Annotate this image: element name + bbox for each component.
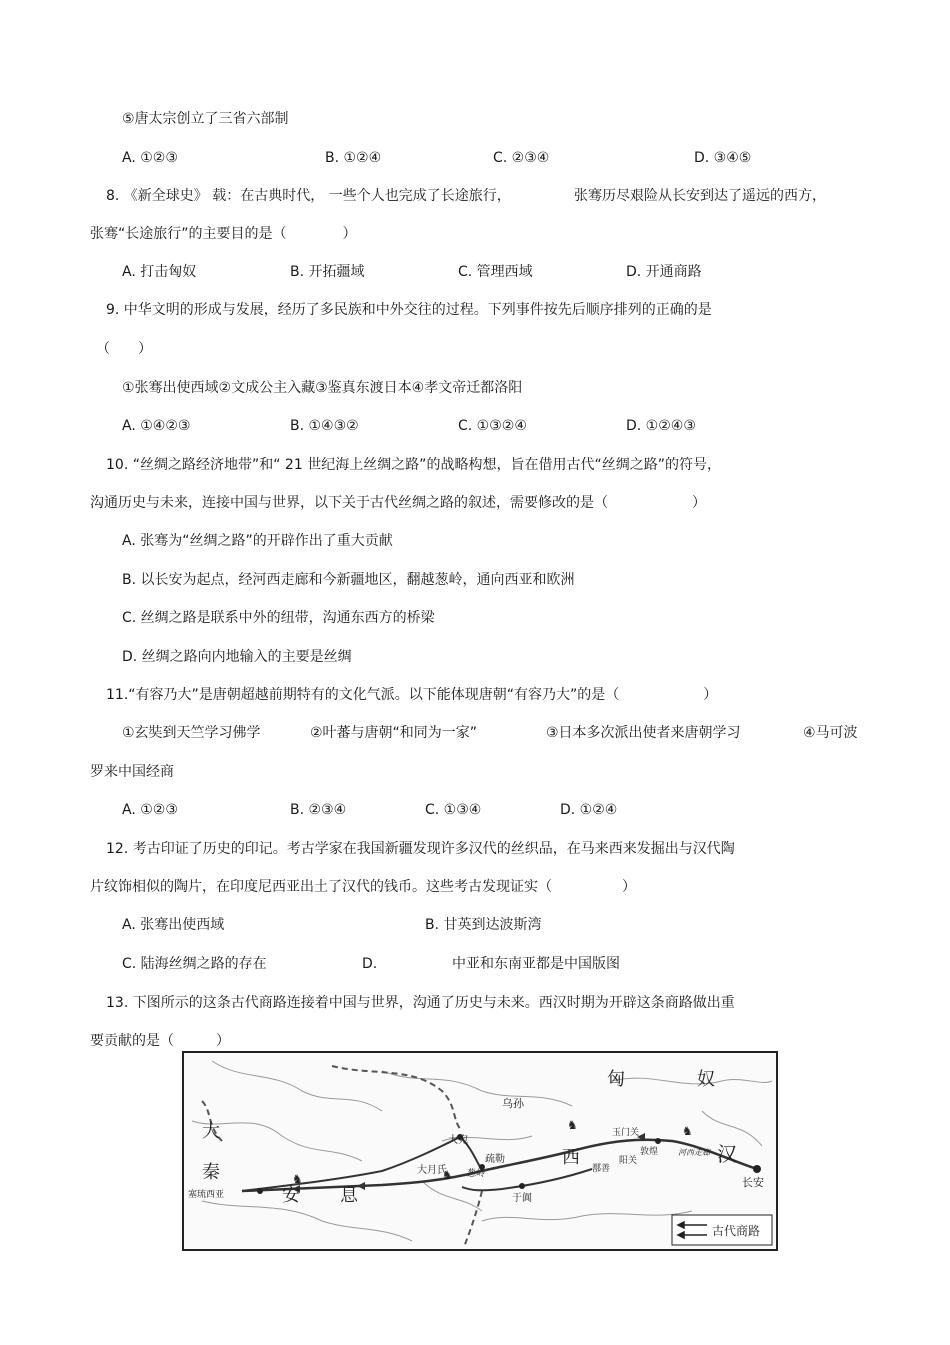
map-label-xi-region: 西: [562, 1147, 580, 1168]
q13-stem-line1: 13. 下图所示的这条古代商路连接着中国与世界，沟通了历史与未来。西汉时期为开辟这条商路做出重: [106, 995, 735, 1011]
q9-stem-line1: 9. 中华文明的形成与发展，经历了多民族和中外交往的过程。下列事件按先后顺序排列的正确的是: [106, 302, 712, 318]
svg-text:♞: ♞: [682, 1124, 693, 1138]
map-label-yutian: 于阗: [512, 1193, 532, 1204]
q7-item-5: ⑤唐太宗创立了三省六部制: [122, 111, 289, 127]
q11-stem-line1: 11.“有容乃大”是唐朝超越前期特有的文化气派。以下能体现唐朝“有容乃大”的是（ ）: [106, 687, 718, 703]
q12-stem-line2: 片纹饰相似的陶片，在印度尼西亚出土了汉代的钱币。这些考古发现证实（ ）: [90, 879, 636, 895]
map-label-yumenguan: 玉门关: [612, 1128, 640, 1138]
changan-dot: [753, 1165, 761, 1173]
yutian-dot: [519, 1183, 525, 1189]
q7-option-a[interactable]: A. ①②③: [122, 150, 178, 166]
q9-option-b[interactable]: B. ①④③②: [290, 418, 359, 434]
q7-option-b[interactable]: B. ①②④: [325, 150, 382, 166]
q8-stem-line1b: 张骞历尽艰险从长安到达了遥远的西方，: [574, 188, 826, 204]
q8-option-c[interactable]: C. 管理西域: [458, 264, 533, 280]
q12-option-c[interactable]: C. 陆海丝绸之路的存在: [122, 956, 267, 972]
q12-option-b[interactable]: B. 甘英到达波斯湾: [425, 917, 542, 933]
map-label-xiongnu-2: 奴: [697, 1069, 715, 1090]
map-label-wusun: 乌孙: [502, 1097, 524, 1110]
q10-stem-line2: 沟通历史与未来，连接中国与世界，以下关于古代丝绸之路的叙述，需要修改的是（ ）: [90, 495, 706, 511]
map-label-dayuezhi: 大月氏: [417, 1165, 447, 1176]
q11-option-d[interactable]: D. ①②④: [560, 802, 618, 818]
map-label-xiongnu-1: 匈: [607, 1069, 625, 1090]
silk-road-map: [182, 1051, 778, 1251]
q10-stem-line1: 10. “丝绸之路经济地带”和“ 21 世纪海上丝绸之路”的战略构想，旨在借用古代“丝绸之路”的符号，: [106, 457, 721, 473]
map-label-dunhuang: 敦煌: [640, 1147, 659, 1157]
q7-option-d[interactable]: D. ③④⑤: [694, 150, 752, 166]
q10-option-b[interactable]: B. 以长安为起点，经河西走廊和今新疆地区，翻越葱岭，通向西亚和欧洲: [122, 572, 575, 588]
map-label-qin: 秦: [202, 1162, 220, 1183]
q11-item-2: ②叶蕃与唐朝“和同为一家”: [310, 725, 478, 741]
map-label-hexi: 河西走廊: [678, 1148, 710, 1157]
q11-item-1: ①玄奘到天竺学习佛学: [122, 725, 261, 741]
q8-stem-line2: 张骞“长途旅行”的主要目的是（ ）: [90, 226, 357, 242]
q8-option-d[interactable]: D. 开通商路: [626, 264, 702, 280]
q10-option-c[interactable]: C. 丝绸之路是联系中外的纽带，沟通东西方的桥梁: [122, 610, 435, 626]
q9-stem-line2: （ ）: [96, 341, 152, 357]
map-label-shule: 疏勒: [485, 1154, 505, 1165]
q12-option-a[interactable]: A. 张骞出使西域: [122, 917, 225, 933]
map-label-seleucia: 塞琉西亚: [188, 1190, 225, 1200]
map-label-changan: 长安: [742, 1176, 764, 1189]
q13-stem-line2: 要贡献的是（ ）: [90, 1033, 230, 1049]
q10-option-a[interactable]: A. 张骞为“丝绸之路”的开辟作出了重大贡献: [122, 533, 393, 549]
q12-option-d-text[interactable]: 中亚和东南亚都是中国版图: [452, 956, 620, 972]
q8-option-a[interactable]: A. 打击匈奴: [122, 264, 197, 280]
q9-events: ①张骞出使西域②文成公主入藏③鉴真东渡日本④孝文帝迁都洛阳: [122, 380, 523, 396]
map-label-xi-parthia: 息: [340, 1185, 358, 1206]
q11-option-a[interactable]: A. ①②③: [122, 802, 178, 818]
svg-text:♞: ♞: [567, 1118, 578, 1132]
map-label-an: 安: [282, 1185, 300, 1206]
seleucia-dot: [257, 1188, 263, 1194]
q12-stem-line1: 12. 考古印证了历史的印记。考古学家在我国新疆发现许多汉代的丝织品，在马来西来发掘出与汉代陶: [106, 841, 735, 857]
q9-option-a[interactable]: A. ①④②③: [122, 418, 191, 434]
svg-text:♞: ♞: [442, 1168, 453, 1182]
map-label-shanshan: 鄯善: [592, 1164, 611, 1174]
q9-option-c[interactable]: C. ①③②④: [458, 418, 527, 434]
map-label-han: 汉: [717, 1142, 737, 1166]
dunhuang-dot: [655, 1138, 661, 1144]
map-label-yangguan: 阳关: [619, 1156, 638, 1166]
q8-option-b[interactable]: B. 开拓疆域: [290, 264, 365, 280]
map-label-congling: 葱岭: [467, 1169, 486, 1179]
map-label-dayuan: 大宛: [448, 1135, 468, 1146]
q9-option-d[interactable]: D. ①②④③: [626, 418, 696, 434]
q11-item-4-cont: 罗来中国经商: [90, 764, 174, 780]
q12-option-d-letter[interactable]: D.: [362, 956, 378, 972]
q7-option-c[interactable]: C. ②③④: [493, 150, 550, 166]
q11-item-3: ③日本多次派出使者来唐朝学习: [546, 725, 741, 741]
map-label-da: 大: [202, 1121, 220, 1142]
q11-option-b[interactable]: B. ②③④: [290, 802, 347, 818]
svg-text:♞: ♞: [292, 1172, 303, 1186]
q11-option-c[interactable]: C. ①③④: [425, 802, 482, 818]
q11-item-4: ④马可波: [803, 725, 858, 741]
map-legend-label: 古代商路: [712, 1224, 761, 1238]
q10-option-d[interactable]: D. 丝绸之路向内地输入的主要是丝绸: [122, 649, 352, 665]
q8-stem-line1a: 8. 《新全球史》 载：在古典时代， 一些个人也完成了长途旅行，: [106, 188, 511, 204]
